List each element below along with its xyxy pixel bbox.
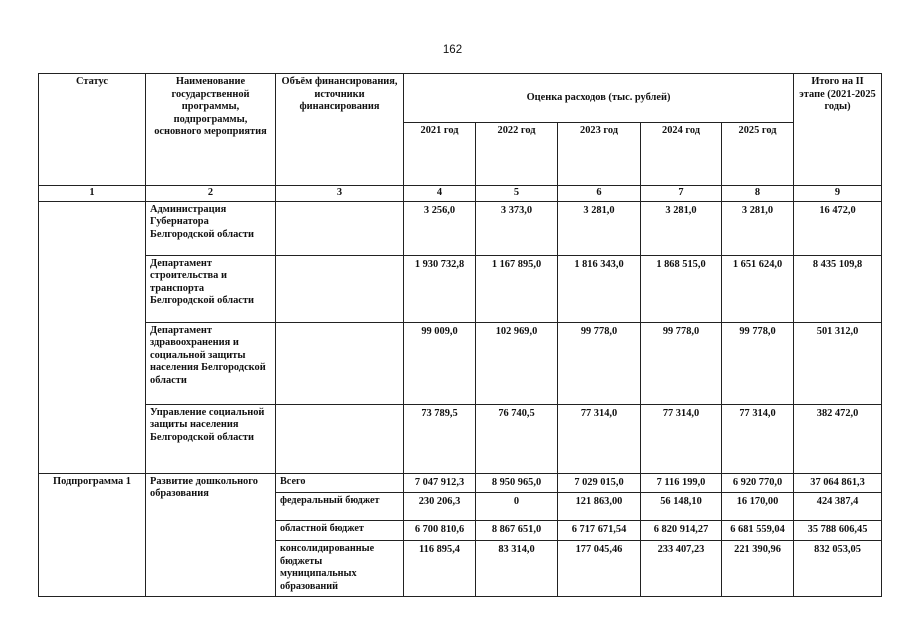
value-cell: 3 281,0 bbox=[641, 201, 722, 255]
value-cell: 3 281,0 bbox=[558, 201, 641, 255]
value-cell: 6 920 770,0 bbox=[722, 473, 794, 493]
row-name: Департамент строительства и транспорта Белгородской области bbox=[146, 255, 276, 322]
value-cell: 221 390,96 bbox=[722, 541, 794, 597]
status-cell-empty bbox=[39, 201, 146, 473]
value-cell: 102 969,0 bbox=[476, 322, 558, 404]
value-cell: 83 314,0 bbox=[476, 541, 558, 597]
value-cell: 76 740,5 bbox=[476, 404, 558, 473]
table-row bbox=[39, 322, 882, 404]
value-cell: 1 167 895,0 bbox=[476, 255, 558, 322]
funding-cell-empty bbox=[276, 255, 404, 322]
value-cell: 1 930 732,8 bbox=[404, 255, 476, 322]
subprogram-name: Развитие дошкольного образования bbox=[146, 473, 276, 597]
value-cell: 77 314,0 bbox=[641, 404, 722, 473]
column-number: 9 bbox=[794, 186, 882, 202]
column-numbers-row bbox=[39, 186, 882, 202]
value-cell: 8 950 965,0 bbox=[476, 473, 558, 493]
funding-source: областной бюджет bbox=[276, 521, 404, 541]
value-cell: 7 047 912,3 bbox=[404, 473, 476, 493]
funding-source: Всего bbox=[276, 473, 404, 493]
funding-cell-empty bbox=[276, 322, 404, 404]
funding-cell-empty bbox=[276, 404, 404, 473]
total-cell: 16 472,0 bbox=[794, 201, 882, 255]
column-number: 5 bbox=[476, 186, 558, 202]
table-row bbox=[39, 255, 882, 322]
value-cell: 16 170,00 bbox=[722, 493, 794, 521]
value-cell: 6 700 810,6 bbox=[404, 521, 476, 541]
value-cell: 99 778,0 bbox=[722, 322, 794, 404]
column-number: 2 bbox=[146, 186, 276, 202]
row-name: Департамент здравоохранения и социальной защиты населения Белгородской области bbox=[146, 322, 276, 404]
value-cell: 0 bbox=[476, 493, 558, 521]
header-expenses: Оценка расходов (тыс. рублей) bbox=[404, 74, 794, 123]
value-cell: 230 206,3 bbox=[404, 493, 476, 521]
value-cell: 177 045,46 bbox=[558, 541, 641, 597]
value-cell: 116 895,4 bbox=[404, 541, 476, 597]
value-cell: 1 868 515,0 bbox=[641, 255, 722, 322]
value-cell: 6 717 671,54 bbox=[558, 521, 641, 541]
header-year: 2023 год bbox=[558, 123, 641, 186]
column-number: 3 bbox=[276, 186, 404, 202]
total-cell: 8 435 109,8 bbox=[794, 255, 882, 322]
total-cell: 37 064 861,3 bbox=[794, 473, 882, 493]
value-cell: 1 651 624,0 bbox=[722, 255, 794, 322]
total-cell: 424 387,4 bbox=[794, 493, 882, 521]
funding-source: федеральный бюджет bbox=[276, 493, 404, 521]
header-status: Статус bbox=[39, 74, 146, 186]
row-name: Управление социальной защиты населения Белгородской области bbox=[146, 404, 276, 473]
header-year: 2021 год bbox=[404, 123, 476, 186]
value-cell: 7 029 015,0 bbox=[558, 473, 641, 493]
value-cell: 6 681 559,04 bbox=[722, 521, 794, 541]
value-cell: 99 778,0 bbox=[641, 322, 722, 404]
value-cell: 3 373,0 bbox=[476, 201, 558, 255]
value-cell: 3 256,0 bbox=[404, 201, 476, 255]
table-row bbox=[39, 201, 882, 255]
column-number: 4 bbox=[404, 186, 476, 202]
header-row bbox=[39, 74, 882, 123]
total-cell: 832 053,05 bbox=[794, 541, 882, 597]
value-cell: 99 778,0 bbox=[558, 322, 641, 404]
column-number: 8 bbox=[722, 186, 794, 202]
value-cell: 233 407,23 bbox=[641, 541, 722, 597]
total-cell: 35 788 606,45 bbox=[794, 521, 882, 541]
value-cell: 121 863,00 bbox=[558, 493, 641, 521]
header-year: 2024 год bbox=[641, 123, 722, 186]
column-number: 6 bbox=[558, 186, 641, 202]
page-number: 162 bbox=[442, 44, 463, 56]
header-program-name: Наименование государственной программы, подпрограммы, основного мероприятия bbox=[146, 74, 276, 186]
budget-table bbox=[38, 73, 882, 597]
value-cell: 7 116 199,0 bbox=[641, 473, 722, 493]
header-year: 2025 год bbox=[722, 123, 794, 186]
value-cell: 99 009,0 bbox=[404, 322, 476, 404]
column-number: 7 bbox=[641, 186, 722, 202]
column-number: 1 bbox=[39, 186, 146, 202]
value-cell: 77 314,0 bbox=[558, 404, 641, 473]
header-funding: Объём финансирования, источники финансирования bbox=[276, 74, 404, 186]
table-row bbox=[39, 404, 882, 473]
header-total: Итого на II этапе (2021-2025 годы) bbox=[794, 74, 882, 186]
funding-source: консолидированные бюджеты муниципальных образований bbox=[276, 541, 404, 597]
value-cell: 77 314,0 bbox=[722, 404, 794, 473]
value-cell: 56 148,10 bbox=[641, 493, 722, 521]
row-name: Администрация Губернатора Белгородской области bbox=[146, 201, 276, 255]
total-cell: 382 472,0 bbox=[794, 404, 882, 473]
value-cell: 6 820 914,27 bbox=[641, 521, 722, 541]
value-cell: 3 281,0 bbox=[722, 201, 794, 255]
header-year: 2022 год bbox=[476, 123, 558, 186]
value-cell: 1 816 343,0 bbox=[558, 255, 641, 322]
total-cell: 501 312,0 bbox=[794, 322, 882, 404]
subprogram-status: Подпрограмма 1 bbox=[39, 473, 146, 597]
funding-cell-empty bbox=[276, 201, 404, 255]
subprogram-row bbox=[39, 473, 882, 493]
value-cell: 73 789,5 bbox=[404, 404, 476, 473]
value-cell: 8 867 651,0 bbox=[476, 521, 558, 541]
